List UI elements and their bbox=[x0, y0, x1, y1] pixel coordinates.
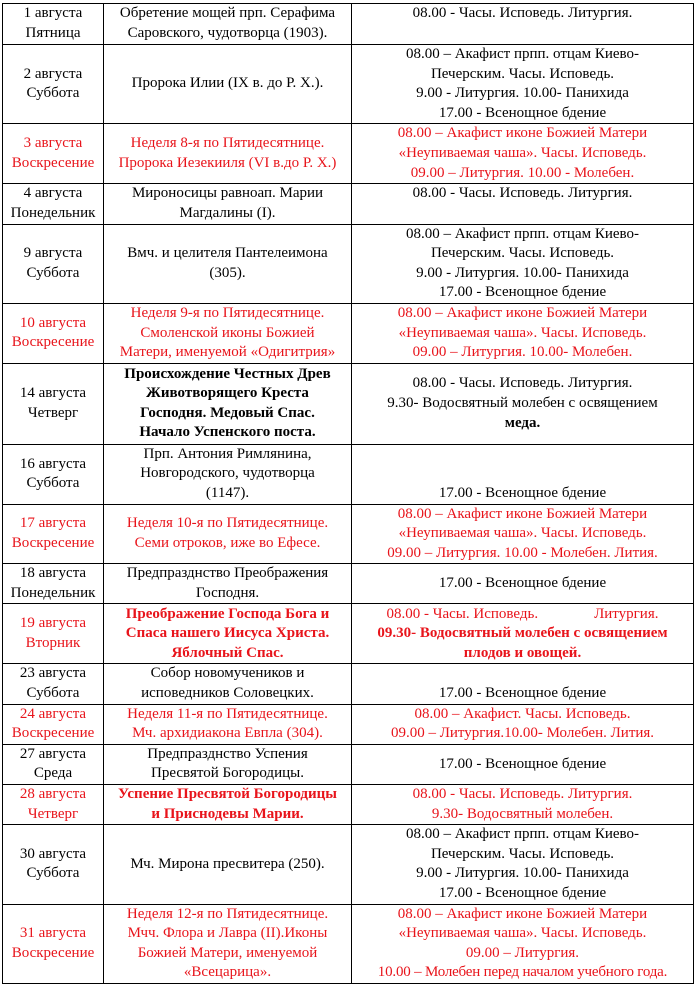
weekday-label: Воскресение bbox=[11, 534, 95, 551]
service-line: плодов и овощей. bbox=[463, 644, 582, 661]
service-line: 17.00 - Всенощное бдение bbox=[438, 685, 607, 702]
date-label: 9 августа bbox=[23, 245, 83, 262]
feast-line: Господня. Медовый Спас. bbox=[140, 404, 315, 421]
table-row bbox=[3, 444, 694, 504]
feast-line: Мчч. Флора и Лавра (II).Иконы bbox=[127, 925, 328, 942]
weekday-label: Четверг bbox=[27, 805, 79, 822]
date-cell bbox=[3, 303, 104, 363]
service-line: 17.00 - Всенощное бдение bbox=[438, 755, 607, 772]
feast-cell bbox=[104, 124, 352, 184]
table-row bbox=[3, 184, 694, 224]
service-line: 09.00 – Литургия.10.00- Молебен. Лития. bbox=[390, 725, 655, 742]
feast-line: (1147). bbox=[205, 484, 250, 501]
date-label: 3 августа bbox=[23, 135, 83, 152]
service-cell bbox=[352, 303, 694, 363]
service-line: 17.00 - Всенощное бдение bbox=[438, 104, 607, 121]
feast-cell bbox=[104, 825, 352, 904]
date-cell bbox=[3, 124, 104, 184]
date-label: 27 августа bbox=[19, 745, 87, 762]
service-cell bbox=[352, 904, 694, 983]
service-line: 17.00 - Всенощное бдение bbox=[438, 885, 607, 901]
feast-line: Предпразднство Успения bbox=[147, 745, 308, 762]
service-line: «Неупиваемая чаша». Часы. Исповедь. bbox=[398, 145, 647, 162]
date-cell bbox=[3, 904, 104, 983]
table-row bbox=[3, 124, 694, 184]
schedule-table bbox=[2, 3, 694, 984]
service-line-group bbox=[354, 605, 691, 625]
feast-line: Смоленской иконы Божией bbox=[140, 324, 315, 341]
weekday-label: Воскресение bbox=[11, 334, 95, 351]
service-cell bbox=[352, 825, 694, 904]
service-line: 17.00 - Всенощное бдение bbox=[438, 484, 607, 501]
feast-cell bbox=[104, 604, 352, 664]
service-cell bbox=[352, 4, 694, 45]
weekday-label: Суббота bbox=[26, 475, 80, 492]
feast-cell bbox=[104, 4, 352, 45]
feast-line: Магдалины (I). bbox=[179, 204, 276, 221]
feast-line: Прп. Антония Римлянина, bbox=[143, 445, 312, 462]
service-line: 09.30- Водосвятный молебен с освящением bbox=[377, 625, 668, 642]
date-label: 28 августа bbox=[19, 786, 87, 803]
service-line: 08.00 - Часы. Исповедь. bbox=[386, 605, 539, 622]
table-row bbox=[3, 664, 694, 704]
table-row bbox=[3, 904, 694, 983]
table-row bbox=[3, 704, 694, 744]
table-row bbox=[3, 564, 694, 604]
weekday-label: Воскресение bbox=[11, 154, 95, 171]
weekday-label: Четверг bbox=[27, 404, 79, 421]
service-line: «Неупиваемая чаша». Часы. Исповедь. bbox=[398, 525, 647, 542]
feast-cell bbox=[104, 744, 352, 784]
feast-line: Пророка Иезекииля (VI в.до Р. Х.) bbox=[118, 154, 337, 171]
date-label: 2 августа bbox=[23, 65, 83, 82]
service-line: 08.00 – Акафист прпп. отцам Киево- bbox=[405, 826, 640, 843]
weekday-label: Суббота bbox=[26, 264, 80, 281]
service-cell bbox=[352, 664, 694, 704]
table-row bbox=[3, 744, 694, 784]
service-cell bbox=[352, 504, 694, 564]
service-line: 08.00 – Акафист иконе Божией Матери bbox=[397, 304, 648, 321]
service-cell bbox=[352, 444, 694, 504]
service-line: 9.00 - Литургия. 10.00- Панихида bbox=[416, 264, 629, 281]
service-line: 9.00 - Литургия. 10.00- Панихида bbox=[416, 85, 629, 102]
feast-cell bbox=[104, 184, 352, 224]
feast-line: Саровского, чудотворца (1903). bbox=[127, 25, 328, 41]
feast-line: Вмч. и целителя Пантелеимона bbox=[127, 245, 328, 262]
feast-line: Мироносицы равноап. Марии bbox=[131, 185, 324, 202]
feast-cell bbox=[104, 664, 352, 704]
weekday-label: Суббота bbox=[26, 85, 80, 102]
feast-cell bbox=[104, 444, 352, 504]
date-label: 17 августа bbox=[19, 515, 87, 532]
date-cell bbox=[3, 4, 104, 45]
date-cell bbox=[3, 825, 104, 904]
feast-line: и Приснодевы Марии. bbox=[151, 805, 304, 822]
date-cell bbox=[3, 363, 104, 444]
feast-line: Семи отроков, иже во Ефесе. bbox=[134, 534, 321, 551]
feast-line: Животворящего Креста bbox=[146, 385, 309, 402]
table-row bbox=[3, 45, 694, 124]
service-line: «Неупиваемая чаша». Часы. Исповедь. bbox=[398, 324, 647, 341]
date-cell bbox=[3, 604, 104, 664]
date-cell bbox=[3, 444, 104, 504]
feast-line: (305). bbox=[209, 264, 246, 281]
feast-line: Неделя 10-я по Пятидесятнице. bbox=[126, 515, 329, 532]
service-line: 08.00 – Акафист прпп. отцам Киево- bbox=[405, 225, 640, 242]
table-row bbox=[3, 604, 694, 664]
table-row bbox=[3, 504, 694, 564]
weekday-label: Понедельник bbox=[10, 204, 96, 221]
feast-line: Обретение мощей прп. Серафима bbox=[119, 5, 336, 22]
service-cell bbox=[352, 184, 694, 224]
service-line: 08.00 – Акафист иконе Божией Матери bbox=[397, 505, 648, 522]
date-cell bbox=[3, 704, 104, 744]
date-label: 31 августа bbox=[19, 925, 87, 942]
date-label: 18 августа bbox=[19, 565, 87, 582]
feast-line: Мч. архидиакона Евпла (304). bbox=[132, 725, 323, 742]
feast-line: Спаса нашего Иисуса Христа. bbox=[125, 625, 330, 642]
weekday-label: Суббота bbox=[26, 685, 80, 702]
weekday-label: Вторник bbox=[25, 634, 81, 651]
feast-cell bbox=[104, 504, 352, 564]
date-label: 24 августа bbox=[19, 705, 87, 722]
service-line: 08.00 - Часы. Исповедь. Литургия. bbox=[412, 786, 633, 803]
table-row bbox=[3, 4, 694, 45]
weekday-label: Понедельник bbox=[10, 584, 96, 601]
weekday-label: Воскресение bbox=[11, 725, 95, 742]
service-cell bbox=[352, 124, 694, 184]
feast-line: Неделя 8-я по Пятидесятнице. bbox=[130, 135, 325, 152]
feast-cell bbox=[104, 224, 352, 303]
date-label: 30 августа bbox=[19, 845, 87, 862]
date-cell bbox=[3, 664, 104, 704]
service-line: 09.00 – Литургия. 10.00 - Молебен. Лития. bbox=[387, 544, 658, 561]
feast-line: Успение Пресвятой Богородицы bbox=[118, 786, 337, 803]
service-line: 10.00 – Молебен перед началом учебного года. bbox=[377, 964, 668, 981]
table-row bbox=[3, 825, 694, 904]
date-label: 14 августа bbox=[19, 385, 87, 402]
feast-line: Неделя 12-я по Пятидесятнице. bbox=[126, 905, 329, 922]
feast-line: исповедников Соловецких. bbox=[141, 685, 314, 702]
service-line: 08.00 - Часы. Исповедь. Литургия. bbox=[412, 375, 633, 392]
feast-line: Неделя 11-я по Пятидесятнице. bbox=[127, 705, 328, 722]
service-line: 17.00 - Всенощное бдение bbox=[438, 575, 607, 592]
feast-line: Новгородского, чудотворца bbox=[140, 465, 315, 482]
date-cell bbox=[3, 224, 104, 303]
feast-cell bbox=[104, 785, 352, 825]
feast-line: Собор новомучеников и bbox=[150, 665, 305, 682]
date-cell bbox=[3, 184, 104, 224]
feast-cell bbox=[104, 363, 352, 444]
feast-line: Пророка Илии (IX в. до Р. Х.). bbox=[131, 75, 324, 92]
service-line: Печерским. Часы. Исповедь. bbox=[430, 245, 615, 262]
table-row bbox=[3, 363, 694, 444]
service-line: 09.00 – Литургия. 10.00- Молебен. bbox=[412, 344, 633, 361]
weekday-label: Среда bbox=[33, 765, 73, 782]
service-cell bbox=[352, 744, 694, 784]
service-line: 08.00 – Акафист. Часы. Исповедь. bbox=[414, 705, 631, 722]
feast-line: Происхождение Честных Древ bbox=[124, 365, 331, 382]
feast-line: Предпразднство Преображения bbox=[126, 565, 329, 582]
feast-cell bbox=[104, 45, 352, 124]
date-label: 4 августа bbox=[23, 185, 83, 202]
feast-cell bbox=[104, 303, 352, 363]
service-line: 08.00 – Акафист иконе Божией Матери bbox=[397, 905, 648, 922]
weekday-label: Воскресение bbox=[11, 944, 95, 961]
date-label: 10 августа bbox=[19, 314, 87, 331]
feast-line: Преображение Господа Бога и bbox=[125, 605, 330, 622]
feast-cell bbox=[104, 564, 352, 604]
service-line: меда. bbox=[504, 414, 541, 431]
feast-cell bbox=[104, 904, 352, 983]
service-cell bbox=[352, 564, 694, 604]
service-line: Литургия. bbox=[594, 605, 659, 622]
service-cell bbox=[352, 363, 694, 444]
feast-line: Неделя 9-я по Пятидесятнице. bbox=[130, 304, 325, 321]
service-cell bbox=[352, 704, 694, 744]
feast-line: Божией Матери, именуемой bbox=[137, 944, 318, 961]
table-row bbox=[3, 303, 694, 363]
service-line: 09.00 – Литургия. bbox=[465, 944, 580, 961]
weekday-label: Пятница bbox=[25, 25, 81, 41]
service-line: Печерским. Часы. Исповедь. bbox=[430, 845, 615, 862]
service-line: 08.00 - Часы. Исповедь. Литургия. bbox=[412, 185, 633, 202]
table-row bbox=[3, 224, 694, 303]
weekday-label: Суббота bbox=[26, 865, 80, 882]
date-label: 16 августа bbox=[19, 455, 87, 472]
service-line: 9.30- Водосвятный молебен. bbox=[431, 805, 614, 822]
feast-line: Мч. Мирона пресвитера (250). bbox=[130, 855, 325, 872]
service-line: 9.00 - Литургия. 10.00- Панихида bbox=[416, 865, 629, 882]
feast-line: «Всецарица». bbox=[183, 964, 272, 981]
date-label: 23 августа bbox=[19, 665, 87, 682]
service-line: 09.00 – Литургия. 10.00 - Молебен. bbox=[410, 164, 635, 181]
feast-line: Пресвятой Богородицы. bbox=[151, 765, 304, 782]
feast-line: Господня. bbox=[195, 584, 260, 601]
service-cell bbox=[352, 45, 694, 124]
date-label: 1 августа bbox=[23, 5, 83, 22]
date-cell bbox=[3, 564, 104, 604]
feast-cell bbox=[104, 704, 352, 744]
service-line: 9.30- Водосвятный молебен с освящением bbox=[387, 394, 658, 411]
date-cell bbox=[3, 785, 104, 825]
service-line: Печерским. Часы. Исповедь. bbox=[430, 65, 615, 82]
service-line: 08.00 - Часы. Исповедь. Литургия. bbox=[412, 5, 633, 21]
table-row bbox=[3, 785, 694, 825]
date-cell bbox=[3, 744, 104, 784]
service-line: «Неупиваемая чаша». Часы. Исповедь. bbox=[398, 925, 647, 942]
service-cell bbox=[352, 224, 694, 303]
date-label: 19 августа bbox=[19, 615, 87, 632]
service-cell bbox=[352, 785, 694, 825]
feast-line: Яблочный Спас. bbox=[171, 644, 284, 661]
service-line: 08.00 – Акафист прпп. отцам Киево- bbox=[405, 46, 640, 62]
service-line: 17.00 - Всенощное бдение bbox=[438, 284, 607, 301]
date-cell bbox=[3, 504, 104, 564]
date-cell bbox=[3, 45, 104, 124]
feast-line: Начало Успенского поста. bbox=[139, 424, 316, 441]
service-cell bbox=[352, 604, 694, 664]
feast-line: Матери, именуемой «Одигитрия» bbox=[119, 344, 336, 361]
service-line: 08.00 – Акафист иконе Божией Матери bbox=[397, 125, 648, 142]
